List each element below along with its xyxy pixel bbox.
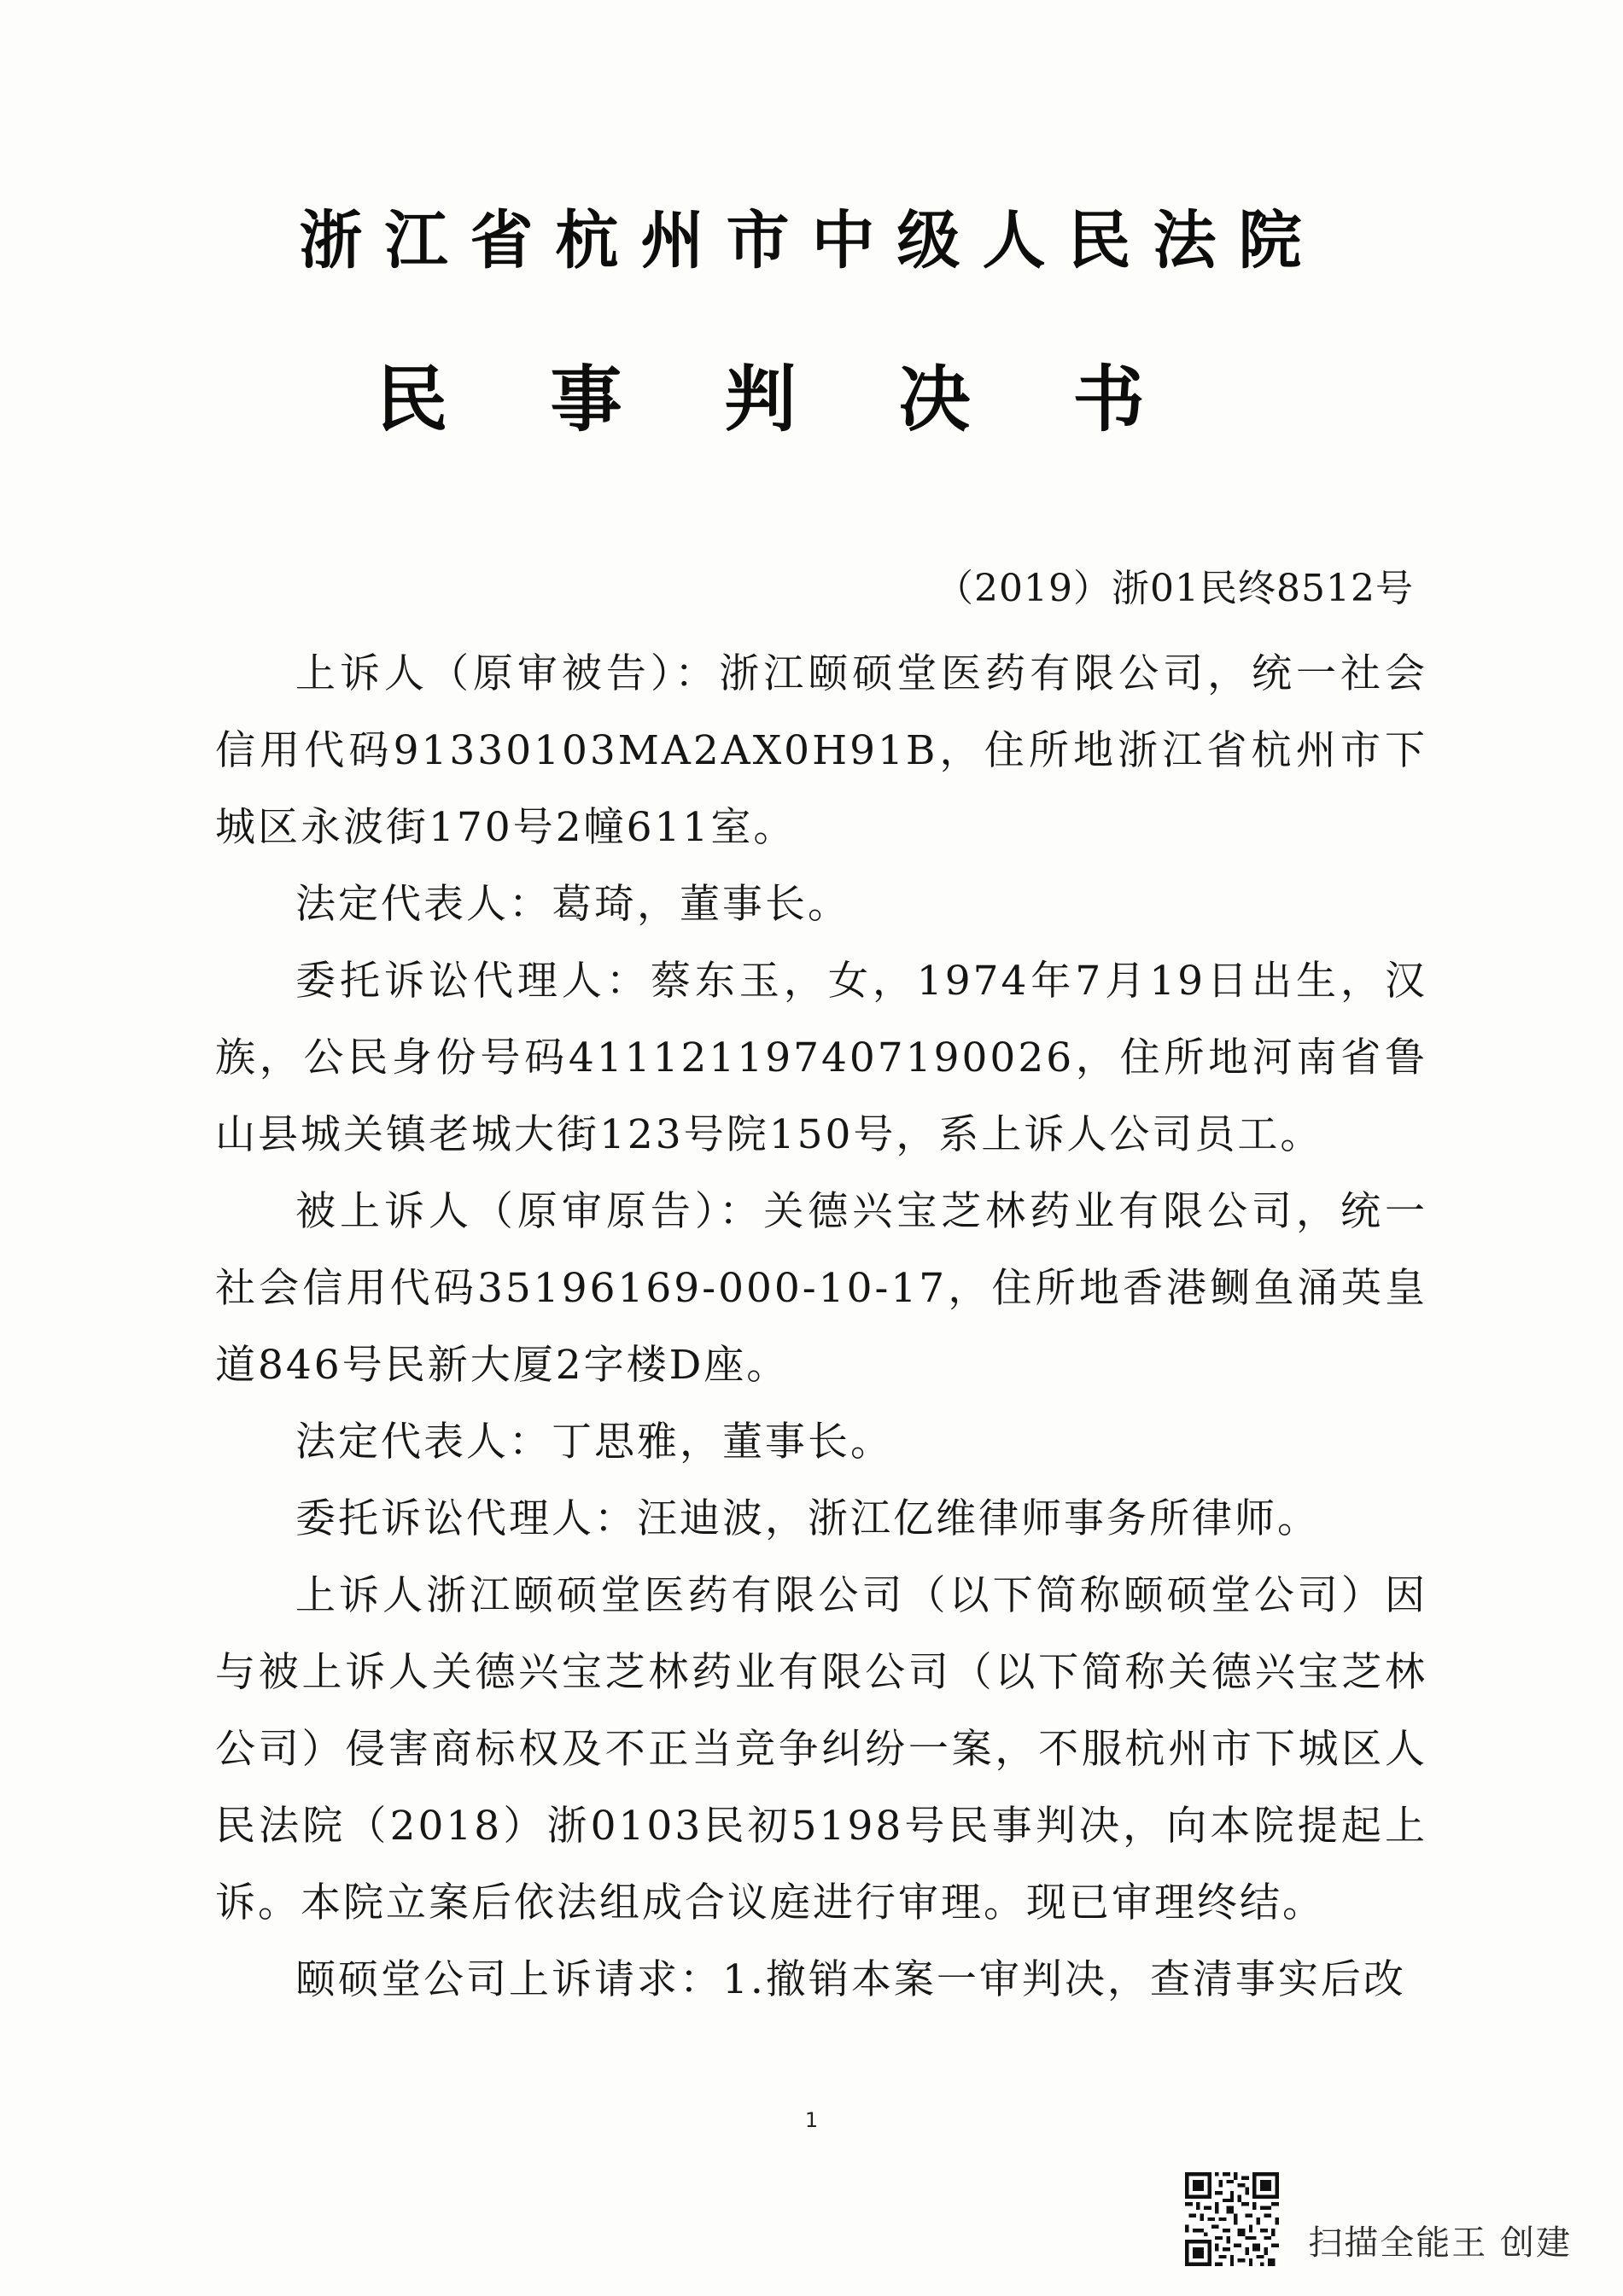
paragraph-case-summary: 上诉人浙江颐硕堂医药有限公司（以下简称颐硕堂公司）因与被上诉人关德兴宝芝林药业有限公司（以下简称关德兴宝芝林公司）侵害商标权及不正当竞争纠纷一案，不服杭州市下城区人民法院（2018）浙0103民初5198号民事判决，向本院提起上诉。本院立案后依法组成合议庭进行审理。现已审理终结。: [215, 1572, 1427, 1926]
paragraph-appellant: 上诉人（原审被告）：浙江颐硕堂医药有限公司，统一社会信用代码91330103MA2AX0H91B，住所地浙江省杭州市下城区永波街170号2幢611室。: [215, 650, 1427, 851]
paragraph-appellee-representative: 法定代表人：丁思雅，董事长。: [295, 1419, 893, 1466]
paragraph-appellant-agent: 委托诉讼代理人：蔡东玉，女，1974年7月19日出生，汉族，公民身份号码411121197407190026，住所地河南省鲁山县城关镇老城大街123号院150号，系上诉人公司员工。: [215, 958, 1427, 1158]
paragraph-appellee-agent: 委托诉讼代理人：汪迪波，浙江亿维律师事务所律师。: [295, 1495, 1320, 1542]
document-type-title: 民事判决书: [376, 358, 1247, 441]
judgment-body: [215, 636, 1427, 2019]
watermark-text: 扫描全能王 创建: [1308, 2223, 1572, 2263]
scanner-watermark: [1185, 2172, 1572, 2266]
paragraph-appeal-request: 颐硕堂公司上诉请求：1.撤销本案一审判决，查清事实后改: [295, 1956, 1406, 2003]
qr-code-icon: [1185, 2172, 1279, 2266]
case-number: （2019）浙01民终8512号: [936, 567, 1414, 610]
paragraph-appellee: 被上诉人（原审原告）：关德兴宝芝林药业有限公司，统一社会信用代码35196169-000-10-17，住所地香港鲗鱼涌英皇道846号民新大厦2字楼D座。: [215, 1188, 1427, 1389]
page-number: 1: [804, 2108, 819, 2132]
paragraph-appellant-representative: 法定代表人：葛琦，董事长。: [295, 881, 850, 928]
court-name: 浙江省杭州市中级人民法院: [299, 204, 1324, 277]
